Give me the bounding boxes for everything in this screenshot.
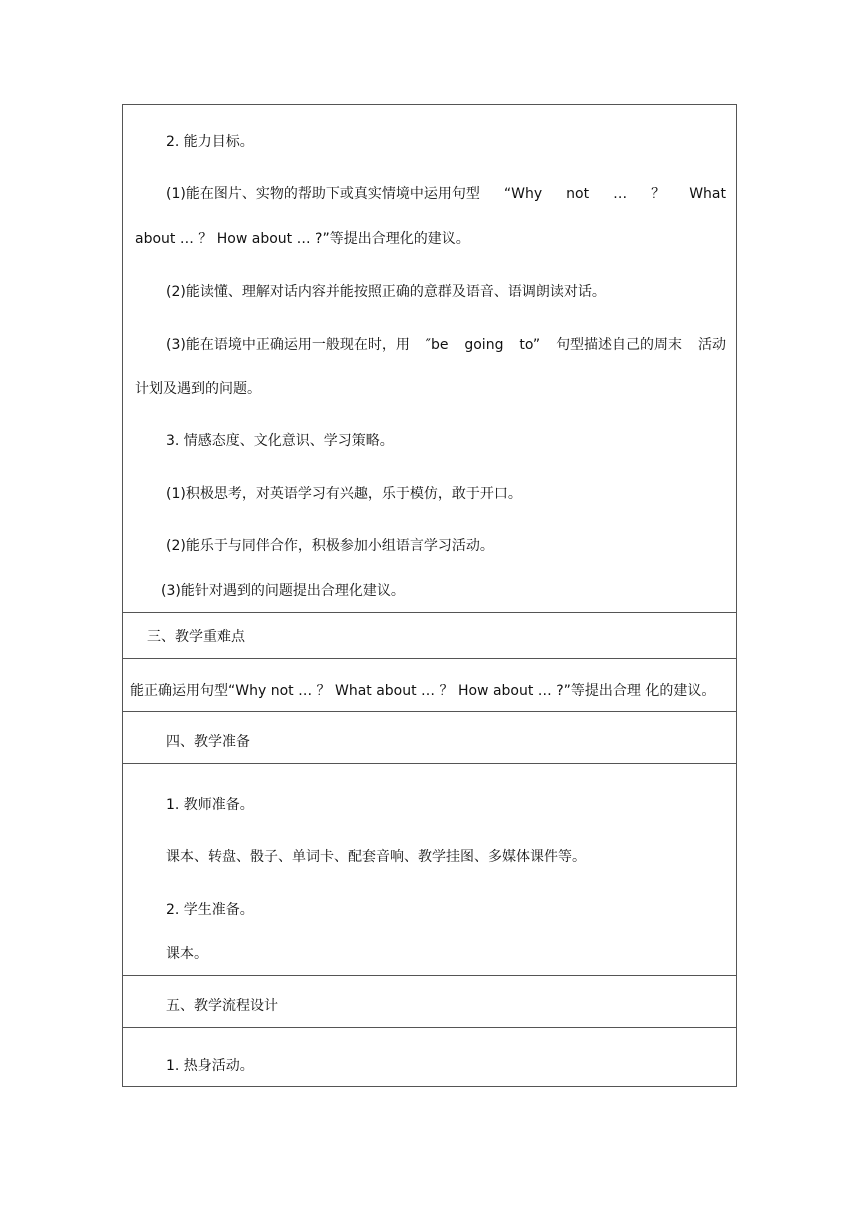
ability-item-3-line-2: 计划及遇到的问题。 — [135, 381, 261, 397]
emotion-item-1: (1)积极思考，对英语学习有兴趣，乐于模仿，敢于开口。 — [166, 486, 522, 502]
teacher-prep-items: 课本、转盘、骰子、单词卡、配套音响、教学挂图、多媒体课件等。 — [166, 849, 586, 865]
row-divider — [123, 612, 736, 613]
ability-item-2: (2)能读懂、理解对话内容并能按照正确的意群及语音、语调朗读对话。 — [166, 284, 606, 300]
ability-item-1-line-1: (1)能在图片、实物的帮助下或真实情境中运用句型 “Why not … ？ What — [166, 186, 726, 202]
ability-goals-heading: 2. 能力目标。 — [166, 134, 254, 150]
section-4-title: 四、教学准备 — [166, 734, 250, 750]
section-5-title: 五、教学流程设计 — [166, 998, 278, 1014]
row-divider — [123, 1027, 736, 1028]
emotion-item-3: (3)能针对遇到的问题提出合理化建议。 — [161, 583, 405, 599]
lesson-plan-table — [122, 104, 737, 1087]
student-prep-items: 课本。 — [166, 946, 208, 962]
ability-item-3-line-1: (3)能在语境中正确运用一般现在时，用 ″be going to” 句型描述自己的周末 活动 — [166, 337, 726, 353]
emotion-goals-heading: 3. 情感态度、文化意识、学习策略。 — [166, 433, 394, 449]
row-divider — [123, 711, 736, 712]
teacher-prep-heading: 1. 教师准备。 — [166, 797, 254, 813]
row-divider — [123, 763, 736, 764]
row-divider — [123, 658, 736, 659]
section-3-title: 三、教学重难点 — [147, 629, 245, 645]
warm-up-step: 1. 热身活动。 — [166, 1058, 254, 1074]
section-3-content: 能正确运用句型“Why not … ？ What about … ？ How about … ?”等提出合理 化的建议。 — [130, 683, 716, 699]
student-prep-heading: 2. 学生准备。 — [166, 902, 254, 918]
ability-item-1-line-2: about … ？ How about … ?”等提出合理化的建议。 — [135, 231, 470, 247]
emotion-item-2: (2)能乐于与同伴合作，积极参加小组语言学习活动。 — [166, 538, 494, 554]
row-divider — [123, 975, 736, 976]
